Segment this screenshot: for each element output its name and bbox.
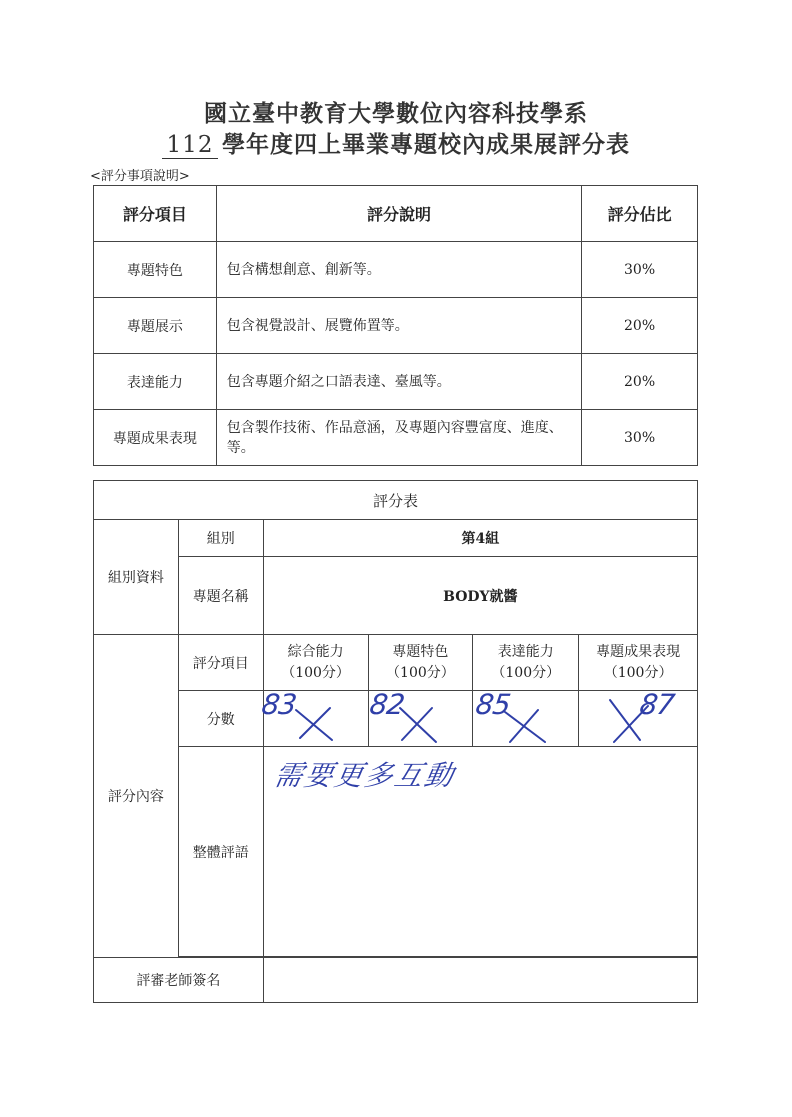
category-name: 專題成果表現 — [596, 643, 681, 660]
group-value: 第4組 — [263, 520, 697, 557]
document-title: 國立臺中教育大學數位內容科技學系 — [204, 100, 588, 127]
comment-label: 整體評語 — [178, 747, 263, 957]
academic-year: 112 — [162, 132, 218, 159]
category-name: 專題特色 — [392, 643, 449, 660]
criteria-desc: 包含視覺設計、展覽佈置等。 — [216, 298, 581, 354]
handwritten-score: 87 — [637, 688, 676, 721]
content-section-label: 評分內容 — [94, 635, 179, 958]
criteria-row — [94, 410, 698, 466]
criteria-item: 表達能力 — [94, 354, 217, 410]
topic-label: 專題名稱 — [178, 557, 263, 635]
criteria-item: 專題特色 — [94, 242, 217, 298]
criteria-weight: 20% — [582, 354, 698, 410]
document-subtitle — [0, 126, 792, 159]
handwritten-comment: 需要更多互動 — [271, 759, 458, 792]
criteria-header-weight: 評分佔比 — [582, 186, 698, 242]
category-cell — [368, 635, 473, 691]
instructions-note: <評分事項說明> — [90, 169, 190, 184]
handwritten-score: 83 — [259, 688, 298, 721]
category-cell — [473, 635, 579, 691]
criteria-item: 專題展示 — [94, 298, 217, 354]
category-max: （100分） — [281, 664, 350, 681]
signature-area[interactable] — [263, 958, 697, 1003]
criteria-desc: 包含製作技術、作品意涵，及專題內容豐富度、進度、等。 — [216, 410, 581, 466]
group-section-label: 組別資料 — [94, 520, 179, 635]
topic-value: BODY就醬 — [263, 557, 697, 635]
criteria-desc: 包含專題介紹之口語表達、臺風等。 — [216, 354, 581, 410]
criteria-table — [93, 185, 698, 466]
category-cell — [263, 635, 368, 691]
criteria-row — [94, 298, 698, 354]
criteria-row — [94, 242, 698, 298]
handwritten-score: 82 — [367, 688, 406, 721]
criteria-desc: 包含構想創意、創新等。 — [216, 242, 581, 298]
signature-label: 評審老師簽名 — [94, 958, 264, 1003]
criteria-header-row — [94, 186, 698, 242]
criteria-weight: 20% — [582, 298, 698, 354]
criteria-header-desc: 評分說明 — [216, 186, 581, 242]
score-table-title: 評分表 — [94, 481, 698, 520]
category-max: （100分） — [386, 664, 455, 681]
category-cell — [579, 635, 698, 691]
score-table — [93, 480, 698, 1003]
score-label: 分數 — [178, 691, 263, 747]
category-max: （100分） — [491, 664, 561, 681]
item-label: 評分項目 — [178, 635, 263, 691]
group-label: 組別 — [178, 520, 263, 557]
subtitle-text: 學年度四上畢業專題校內成果展評分表 — [222, 131, 630, 158]
category-name: 表達能力 — [497, 643, 554, 660]
criteria-item: 專題成果表現 — [94, 410, 217, 466]
category-max: （100分） — [603, 664, 673, 681]
criteria-weight: 30% — [582, 242, 698, 298]
criteria-weight: 30% — [582, 410, 698, 466]
handwritten-score: 85 — [473, 688, 512, 721]
criteria-header-item: 評分項目 — [94, 186, 217, 242]
category-name: 綜合能力 — [287, 643, 344, 660]
criteria-row — [94, 354, 698, 410]
